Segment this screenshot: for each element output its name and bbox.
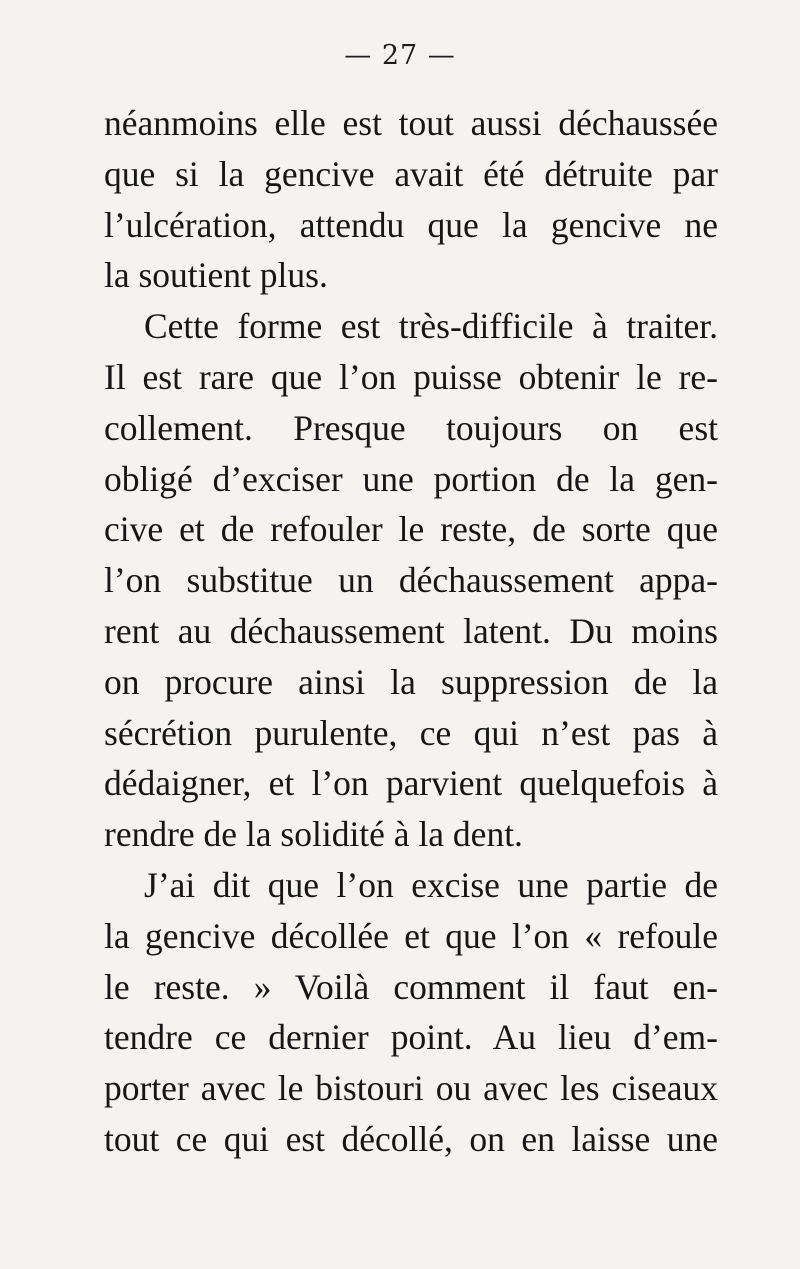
text-line: cive et de refouler le reste, de sorte que: [104, 509, 718, 550]
text-line: on procure ainsi la suppression de la: [104, 661, 718, 702]
text-line: porter avec le bistouri ou avec les ciseaux: [104, 1068, 718, 1109]
text-line: collement. Presque toujours on est: [104, 407, 718, 448]
text-line: tendre ce dernier point. Au lieu d’em-: [104, 1017, 718, 1058]
text-line: obligé d’exciser une portion de la gen-: [104, 458, 718, 499]
text-line: l’ulcération, attendu que la gencive ne: [104, 204, 718, 245]
text-line: sécrétion purulente, ce qui n’est pas à: [104, 712, 718, 753]
text-line: rent au déchaussement latent. Du moins: [104, 610, 718, 651]
text-line: l’on substitue un déchaussement appa-: [104, 560, 718, 601]
text-line: Il est rare que l’on puisse obtenir le re-: [104, 356, 718, 397]
page-number: — 27 —: [344, 40, 456, 71]
text-line: la soutient plus.: [104, 255, 328, 296]
text-line: le reste. » Voilà comment il faut en-: [104, 966, 718, 1007]
text-line: tout ce qui est décollé, on en laisse une: [104, 1118, 718, 1159]
text-line: rendre de la solidité à la dent.: [104, 814, 523, 855]
text-line: Cette forme est très-difficile à traiter.: [144, 306, 718, 347]
text-line: la gencive décollée et que l’on « refoule: [104, 915, 718, 956]
text-line: J’ai dit que l’on excise une partie de: [144, 864, 718, 905]
text-line: néanmoins elle est tout aussi déchaussée: [104, 103, 718, 143]
text-line: que si la gencive avait été détruite par: [104, 153, 718, 194]
text-line: dédaigner, et l’on parvient quelquefois à: [104, 763, 718, 804]
body-text: [104, 98, 718, 1165]
